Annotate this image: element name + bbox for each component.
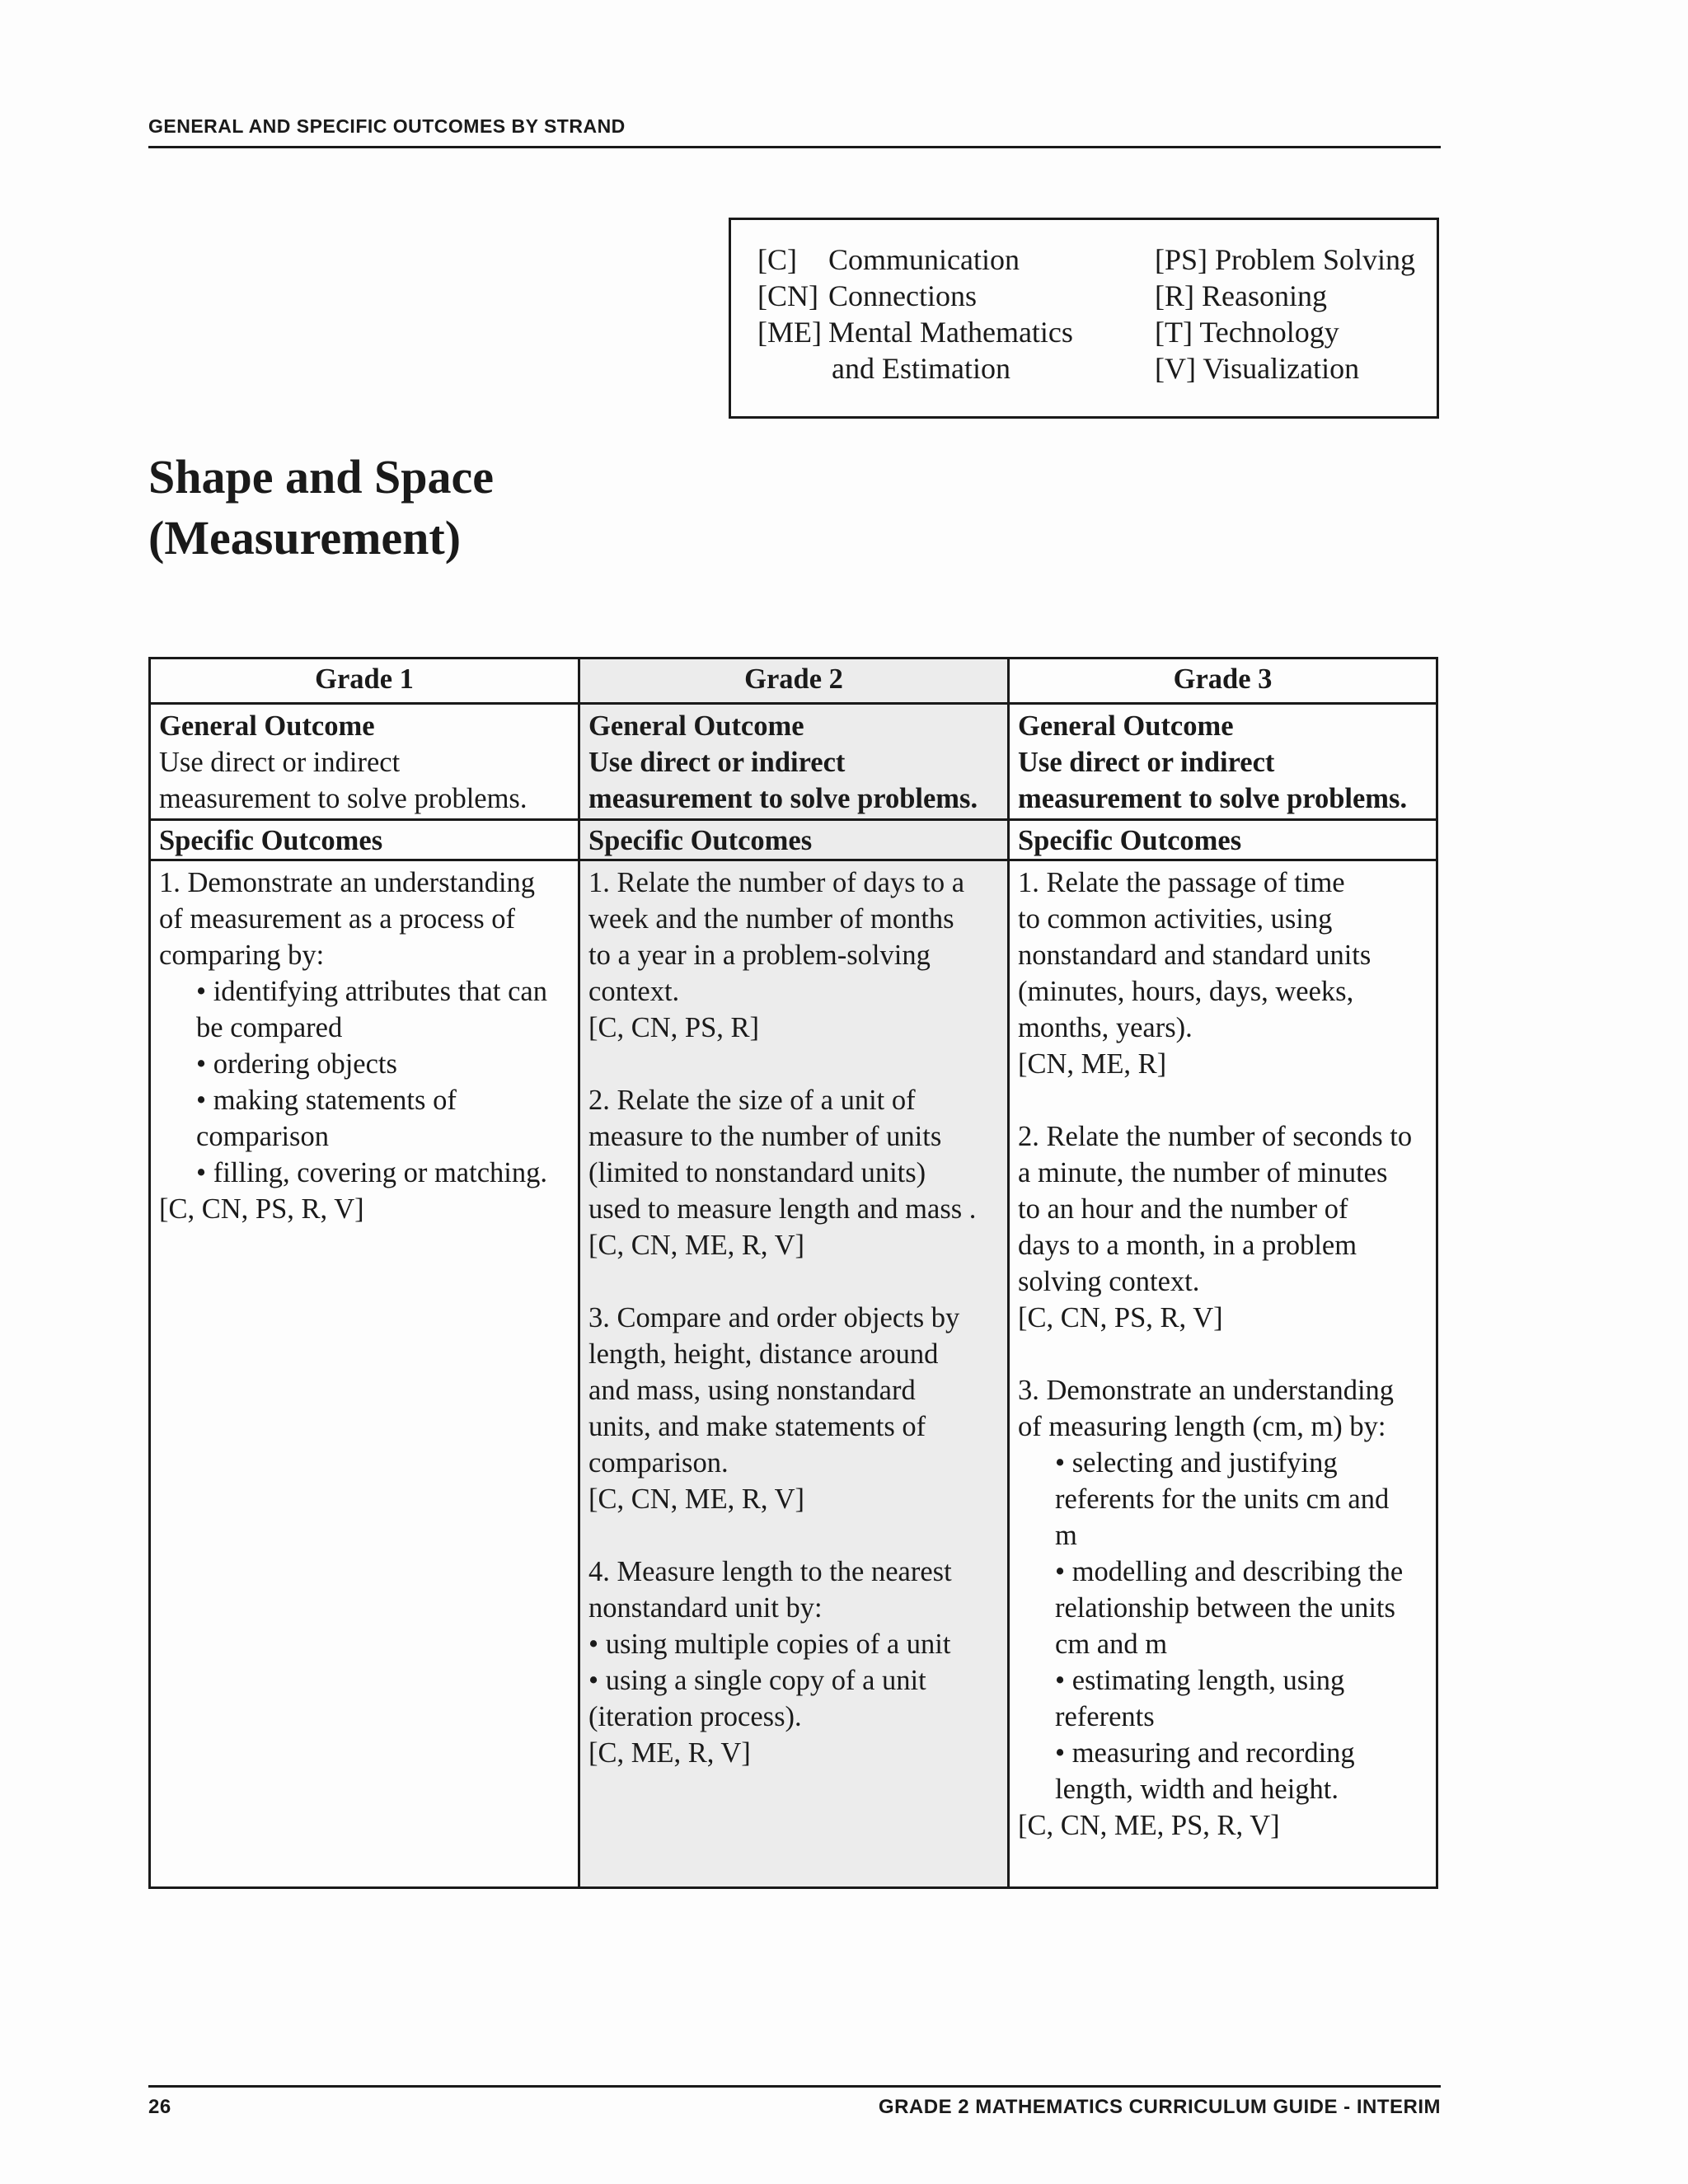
outcome-bullet: referents — [1055, 1701, 1155, 1732]
general-outcome-label: General Outcome — [1018, 710, 1234, 742]
outcome-bullet: be compared — [196, 1012, 343, 1043]
general-outcome-text: Use direct or indirect — [1018, 747, 1275, 778]
legend-label: Mental Mathematics — [828, 316, 1073, 349]
outcome-bullet: m — [1055, 1520, 1077, 1551]
outcome-line: (minutes, hours, days, weeks, — [1018, 976, 1354, 1007]
outcomes-table — [148, 657, 1438, 1889]
legend-item: [PS] Problem Solving — [1155, 243, 1416, 276]
outcome-line: to common activities, using — [1018, 903, 1333, 935]
grade-3-header: Grade 3 — [1009, 658, 1437, 704]
grade-3-specific-outcomes — [1009, 860, 1437, 1888]
outcome-line: and mass, using nonstandard — [588, 1375, 916, 1406]
legend-item — [757, 241, 1137, 278]
outcome-line: solving context. — [1018, 1266, 1200, 1297]
outcome-line: measure to the number of units — [588, 1121, 942, 1152]
legend-code: [CN] — [757, 279, 818, 312]
outcome-line: (iteration process). — [588, 1701, 802, 1732]
spacer — [588, 1517, 999, 1554]
spacer — [1018, 1336, 1428, 1372]
outcome-line: 3. Demonstrate an understanding — [1018, 1375, 1395, 1406]
outcome-line: of measurement as a process of — [159, 903, 516, 935]
outcome-line: of measuring length (cm, m) by: — [1018, 1411, 1386, 1442]
specific-outcomes-label: Specific Outcomes — [150, 820, 579, 860]
legend-item: [R] Reasoning — [1155, 279, 1327, 312]
grade-2-general-outcome — [579, 704, 1009, 820]
outcome-bullet: • filling, covering or matching. — [196, 1157, 547, 1188]
legend-label: Connections — [828, 279, 977, 312]
outcome-line: (limited to nonstandard units) — [588, 1157, 926, 1188]
legend-code: [ME] — [757, 316, 822, 349]
process-codes: [C, CN, PS, R] — [588, 1012, 760, 1043]
grade-3-general-outcome — [1009, 704, 1437, 820]
legend-item: [V] Visualization — [1155, 352, 1360, 385]
process-codes: [CN, ME, R] — [1018, 1048, 1167, 1080]
outcome-bullet: • estimating length, using — [1055, 1665, 1345, 1696]
process-codes: [C, CN, ME, R, V] — [588, 1230, 804, 1261]
outcome-line: 1. Relate the number of days to a — [588, 867, 965, 898]
page-title — [148, 447, 494, 569]
legend-label-continuation: and Estimation — [832, 352, 1010, 385]
outcome-bullet: • identifying attributes that can — [196, 976, 547, 1007]
legend-right-column — [1155, 241, 1427, 387]
guide-title: GRADE 2 MATHEMATICS CURRICULUM GUIDE - INTERIM — [878, 2096, 1441, 2118]
grade-1-general-outcome — [150, 704, 579, 820]
legend-item — [757, 278, 1137, 314]
outcome-line: week and the number of months — [588, 903, 954, 935]
process-codes: [C, CN, PS, R, V] — [1018, 1302, 1223, 1333]
specific-outcomes-row — [150, 860, 1437, 1888]
outcome-bullet: cm and m — [1055, 1629, 1168, 1660]
process-codes: [C, CN, PS, R, V] — [159, 1193, 364, 1225]
page-number: 26 — [148, 2096, 171, 2118]
outcome-line: months, years). — [1018, 1012, 1193, 1043]
grade-2-specific-outcomes — [579, 860, 1009, 1888]
outcome-line: 2. Relate the size of a unit of — [588, 1085, 916, 1116]
outcome-line: comparison. — [588, 1447, 729, 1479]
general-outcome-text: Use direct or indirect — [588, 747, 846, 778]
outcome-line: 4. Measure length to the nearest — [588, 1556, 952, 1587]
outcome-line: used to measure length and mass . — [588, 1193, 977, 1225]
outcome-bullet: • making statements of — [196, 1085, 457, 1116]
outcome-line: 3. Compare and order objects by — [588, 1302, 960, 1333]
spacer — [1018, 1082, 1428, 1118]
outcome-bullet: comparison — [196, 1121, 329, 1152]
grade-1-header: Grade 1 — [150, 658, 579, 704]
outcome-line: a minute, the number of minutes — [1018, 1157, 1388, 1188]
legend-code: [C] — [757, 243, 797, 276]
outcome-line: to an hour and the number of — [1018, 1193, 1348, 1225]
outcome-line: length, height, distance around — [588, 1338, 939, 1370]
outcome-bullet: length, width and height. — [1055, 1774, 1339, 1805]
outcome-line: to a year in a problem-solving — [588, 940, 931, 971]
outcome-line: 1. Relate the passage of time — [1018, 867, 1345, 898]
outcome-line: nonstandard unit by: — [588, 1592, 823, 1624]
general-outcome-label: General Outcome — [159, 710, 375, 742]
general-outcome-text: measurement to solve problems. — [588, 783, 978, 814]
spacer — [588, 1263, 999, 1300]
legend-item — [757, 314, 1137, 350]
outcome-bullet: • selecting and justifying — [1055, 1447, 1338, 1479]
process-codes: [C, CN, ME, R, V] — [588, 1483, 804, 1515]
title-line: Shape and Space — [148, 450, 495, 504]
outcome-bullet: • measuring and recording — [1055, 1737, 1355, 1769]
outcome-bullet: • ordering objects — [196, 1048, 397, 1080]
outcome-line: comparing by: — [159, 940, 325, 971]
outcome-bullet: • using multiple copies of a unit — [588, 1629, 951, 1660]
outcome-bullet: referents for the units cm and — [1055, 1483, 1390, 1515]
general-outcome-text: measurement to solve problems. — [1018, 783, 1408, 814]
running-header: GENERAL AND SPECIFIC OUTCOMES BY STRAND — [148, 115, 1441, 148]
page-footer — [148, 2085, 1441, 2118]
outcome-line: days to a month, in a problem — [1018, 1230, 1357, 1261]
spacer — [588, 1046, 999, 1082]
process-codes: [C, CN, ME, PS, R, V] — [1018, 1810, 1280, 1841]
general-outcome-label: General Outcome — [588, 710, 804, 742]
general-outcome-text: Use direct or indirect — [159, 747, 401, 778]
outcome-bullet: • modelling and describing the — [1055, 1556, 1404, 1587]
outcome-line: units, and make statements of — [588, 1411, 926, 1442]
grade-2-header: Grade 2 — [579, 658, 1009, 704]
process-codes: [C, ME, R, V] — [588, 1737, 751, 1769]
process-legend — [729, 218, 1439, 419]
outcome-line: context. — [588, 976, 680, 1007]
title-line: (Measurement) — [148, 511, 462, 565]
table-header-row — [150, 658, 1437, 704]
specific-outcomes-label-row — [150, 820, 1437, 860]
outcome-bullet: relationship between the units — [1055, 1592, 1395, 1624]
specific-outcomes-label: Specific Outcomes — [1009, 820, 1437, 860]
outcome-line: 1. Demonstrate an understanding — [159, 867, 536, 898]
general-outcome-row — [150, 704, 1437, 820]
general-outcome-text: measurement to solve problems. — [159, 783, 528, 814]
outcome-bullet: • using a single copy of a unit — [588, 1665, 926, 1696]
outcome-line: nonstandard and standard units — [1018, 940, 1372, 971]
grade-1-specific-outcomes — [150, 860, 579, 1888]
specific-outcomes-label: Specific Outcomes — [579, 820, 1009, 860]
legend-left-column — [757, 241, 1137, 387]
legend-item: [T] Technology — [1155, 316, 1339, 349]
legend-label: Communication — [828, 243, 1020, 276]
outcome-line: 2. Relate the number of seconds to — [1018, 1121, 1413, 1152]
